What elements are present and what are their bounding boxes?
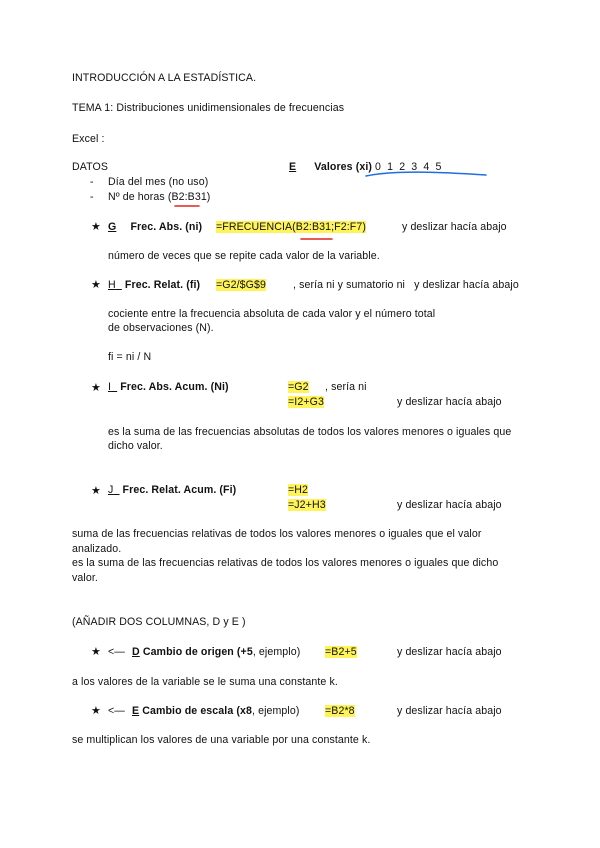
column-letter: E <box>132 705 140 717</box>
frec-relat-description: cociente entre la frecuencia absoluta de cada valor y el número total <box>108 308 436 320</box>
star-bullet: ★ <box>91 705 101 717</box>
valores-row <box>289 161 441 173</box>
frec-abs-acum-row <box>108 381 229 393</box>
datos-bullet-horas: Nº de horas (B2:B31) <box>108 191 211 203</box>
bullet-dash: - <box>90 176 94 188</box>
frec-relat-acum-description: suma de las frecuencias relativas de todos los valores menores o iguales que el valor <box>72 528 482 540</box>
frec-abs-acum-title: Frec. Abs. Acum. (Ni) <box>120 381 229 393</box>
cambio-origen-description: a los valores de la variable se le suma una constante k. <box>72 676 338 688</box>
frec-relat-acum-description-alt-cont: valor. <box>72 572 98 584</box>
star-bullet: ★ <box>91 279 101 291</box>
cambio-origen-row <box>132 646 300 658</box>
frec-relat-acum-description-cont: analizado. <box>72 543 122 555</box>
frec-abs-acum-formula-2: =I2+G3 <box>288 396 324 408</box>
topic-heading: TEMA 1: Distribuciones unidimensionales de frecuencias <box>72 102 345 114</box>
column-letter: I <box>108 381 112 393</box>
frec-relat-formula: =G2/$G$9 <box>216 279 266 291</box>
star-bullet: ★ <box>91 485 101 497</box>
cambio-escala-drag-note: y deslizar hacía abajo <box>397 705 502 717</box>
frec-relat-acum-row <box>108 484 236 496</box>
frec-abs-acum-description-cont: dicho valor. <box>108 440 163 452</box>
column-letter: J <box>108 484 114 496</box>
cambio-escala-title: Cambio de escala (x8 <box>142 705 252 717</box>
frec-abs-row <box>108 221 202 233</box>
cambio-origen-suffix: , ejemplo) <box>252 646 301 658</box>
frec-abs-drag-note: y deslizar hacía abajo <box>402 221 507 233</box>
datos-bullet-dia: Día del mes (no uso) <box>108 176 209 188</box>
frec-relat-acum-formula-2: =J2+H3 <box>288 499 326 511</box>
frec-abs-acum-description: es la suma de las frecuencias absolutas de todos los valores menores o iguales que <box>108 426 512 438</box>
arrow-left-icon: <— <box>108 646 125 658</box>
cambio-origen-drag-note: y deslizar hacía abajo <box>397 646 502 658</box>
cambio-escala-formula: =B2*8 <box>325 705 355 717</box>
frec-abs-acum-formula-1: =G2 <box>288 381 309 393</box>
column-letter: E <box>289 161 297 173</box>
cambio-origen-title: Cambio de origen (+5 <box>142 646 253 658</box>
frec-relat-description-cont: de observaciones (N). <box>108 322 214 334</box>
valores-label: Valores (xi) <box>314 161 372 173</box>
column-letter: D <box>132 646 140 658</box>
cambio-escala-description: se multiplican los valores de una variable por una constante k. <box>72 734 371 746</box>
excel-label: Excel : <box>72 133 105 145</box>
cambio-escala-suffix: , ejemplo) <box>251 705 300 717</box>
arrow-left-icon: <— <box>108 705 125 717</box>
cambio-origen-formula: =B2+5 <box>325 646 357 658</box>
star-bullet: ★ <box>91 221 101 233</box>
datos-label: DATOS <box>72 161 109 173</box>
frec-abs-formula: =FRECUENCIA(B2:B31;F2:F7) <box>216 221 366 233</box>
frec-abs-title: Frec. Abs. (ni) <box>130 221 203 233</box>
frec-abs-description: número de veces que se repite cada valor de la variable. <box>108 250 380 262</box>
frec-abs-acum-drag-note: y deslizar hacía abajo <box>397 396 502 408</box>
column-letter: H <box>108 279 116 291</box>
star-bullet: ★ <box>91 382 101 394</box>
frec-relat-acum-description-alt: es la suma de las frecuencias relativas de todos los valores menores o iguales que dicho <box>72 557 499 569</box>
anadir-columnas-heading: (AÑADIR DOS COLUMNAS, D y E ) <box>72 616 246 628</box>
cambio-escala-row <box>132 705 300 717</box>
star-bullet: ★ <box>91 646 101 658</box>
column-letter: G <box>108 221 117 233</box>
frec-relat-acum-formula-1: =H2 <box>288 484 309 496</box>
frec-abs-acum-note: , sería ni <box>325 381 367 393</box>
frec-relat-acum-title: Frec. Relat. Acum. (Fi) <box>122 484 237 496</box>
frec-relat-note: , sería ni y sumatorio ni y deslizar hacía abajo <box>293 279 519 291</box>
valores-values: 0 1 2 3 4 5 <box>375 161 442 173</box>
frec-relat-equation: fi = ni / N <box>108 351 152 363</box>
frec-relat-title: Frec. Relat. (fi) <box>124 279 201 291</box>
document-title: INTRODUCCIÓN A LA ESTADÍSTICA. <box>72 72 257 84</box>
frec-relat-row <box>108 279 200 291</box>
frec-relat-acum-drag-note: y deslizar hacía abajo <box>397 499 502 511</box>
bullet-dash: - <box>90 191 94 203</box>
